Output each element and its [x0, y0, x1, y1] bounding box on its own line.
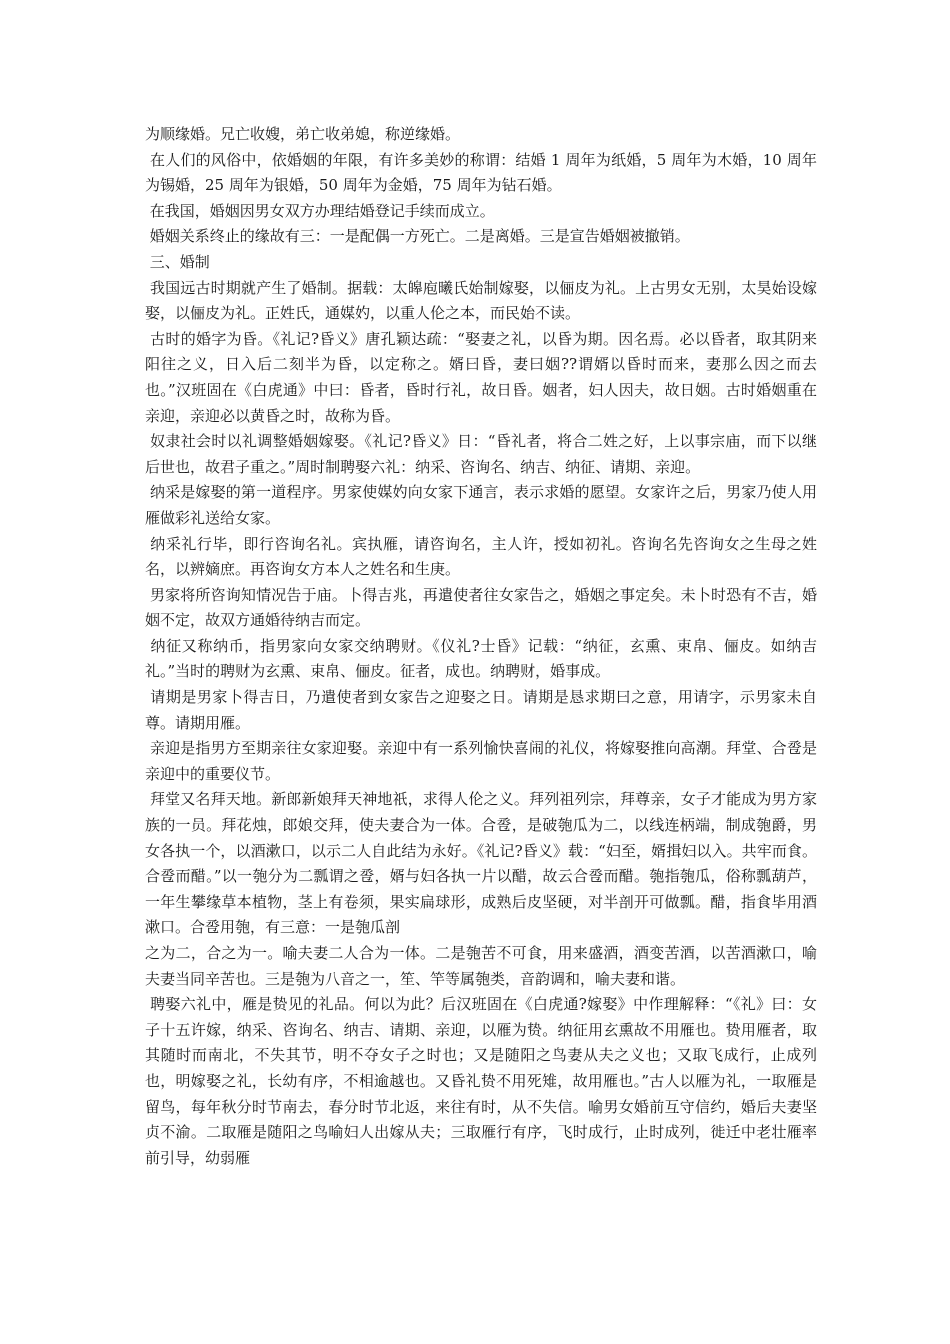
paragraph-16: 之为二，合之为一。喻夫妻二人合为一体。二是匏苦不可食，用来盛酒，酒变苦酒，以苦酒漱口，喻夫妻当同辛苦也。三是匏为八音之一，笙、竿等属匏类，音韵调和，喻夫妻和谐。 — [145, 944, 817, 988]
paragraph-7: 古时的婚字为昏。《礼记?昏义》唐孔颖达疏：“娶妻之礼，以昏为期。因名焉。必以昏者，取其阴来阳往之义，日入后二刻半为昏，以定称之。婿曰昏，妻曰姻??谓婿以昏时而来，妻那么因之而去也。”汉班固在《白虎通》中曰：昏者，昏时行礼，故日昏。姻者，妇人因夫，故日姻。古时婚姻重在亲迎，亲迎必以黄昏之时，故称为昏。 — [145, 329, 817, 425]
section-heading: 三、婚制 — [145, 252, 210, 271]
paragraph-3: 在我国，婚姻因男女双方办理结婚登记手续而成立。 — [145, 201, 495, 220]
paragraph-8: 奴隶社会时以礼调整婚姻嫁娶。《礼记?昏义》日：“昏礼者，将合二姓之好，上以事宗庙，而下以继后世也，故君子重之。”周时制聘娶六礼：纳采、咨询名、纳吉、纳征、请期、亲迎。 — [145, 432, 817, 476]
paragraph-11: 男家将所咨询知情况告于庙。卜得吉兆，再遣使者往女家告之，婚姻之事定矣。未卜时恐有不吉，婚姻不定，故双方通婚待纳吉而定。 — [145, 585, 817, 630]
paragraph-6: 我国远古时期就产生了婚制。据载：太皞庖曦氏始制嫁娶，以俪皮为礼。上古男女无别，太昊始设嫁娶，以俪皮为礼。正姓氏，通媒妁，以重人伦之本，而民始不读。 — [145, 278, 817, 323]
paragraph-13: 请期是男家卜得吉日，乃遣使者到女家告之迎娶之日。请期是恳求期曰之意，用请字，示男家未自尊。请期用雁。 — [145, 688, 817, 732]
paragraph-1: 为顺缘婚。兄亡收嫂，弟亡收弟媳，称逆缘婚。 — [145, 125, 461, 143]
paragraph-14: 亲迎是指男方至期亲往女家迎娶。亲迎中有一系列愉快喜闹的礼仪，将嫁娶推向高潮。拜堂、合卺是亲迎中的重要仪节。 — [145, 739, 817, 783]
paragraph-9: 纳采是嫁娶的第一道程序。男家使媒妁向女家下通言，表示求婚的愿望。女家许之后，男家乃使人用雁做彩礼送给女家。 — [145, 483, 817, 527]
paragraph-10: 纳采礼行毕，即行咨询名礼。宾执雁，请咨询名，主人许，授如初礼。咨询名先咨询女之生母之姓名，以辨嫡庶。再咨询女方本人之姓名和生庚。 — [145, 534, 817, 579]
document-body — [145, 122, 817, 1171]
paragraph-17: 聘娶六礼中，雁是贽见的礼品。何以为此？后汉班固在《白虎通?嫁娶》中作理解释：“《礼》曰：女子十五许嫁，纳采、咨询名、纳吉、请期、亲迎，以雁为贽。纳征用玄熏故不用雁也。贽用雁者，取其随时而南北，不失其节，明不夺女子之时也；又是随阳之鸟妻从夫之义也；又取飞成行，止成列也，明嫁娶之礼，长幼有序，不相逾越也。又昏礼贽不用死雉，故用雁也。”古人以雁为礼，一取雁是留鸟，每年秋分时节南去，春分时节北返，来往有时，从不失信。喻男女婚前互守信约，婚后夫妻坚贞不渝。二取雁是随阳之鸟喻妇人出嫁从夫；三取雁行有序，飞时成行，止时成列，徙迁中老壮雁率前引导，幼弱雁 — [145, 995, 817, 1167]
paragraph-15: 拜堂又名拜天地。新郎新娘拜天神地祇，求得人伦之义。拜列祖列宗，拜尊亲，女子才能成为男方家族的一员。拜花烛，郎娘交拜，使夫妻合为一体。合卺，是破匏瓜为二，以线连柄端，制成匏爵，男女各执一个，以酒漱口，以示二人自此结为永好。《礼记?昏义》载：“妇至，婿揖妇以入。共牢而食。合卺而醋。”以一匏分为二瓢谓之卺，婿与妇各执一片以醋，故云合卺而醋。匏指匏瓜，俗称瓢葫芦，一年生攀缘草本植物，茎上有卷须，果实扁球形，成熟后皮坚硬，对半剖开可做瓢。醋，指食毕用酒漱口。合卺用匏，有三意：一是匏瓜剖 — [145, 790, 817, 937]
paragraph-12: 纳征又称纳币，指男家向女家交纳聘财。《仪礼?士昏》记载：“纳征，玄熏、束帛、俪皮。如纳吉礼。”当时的聘财为玄熏、束帛、俪皮。征者，成也。纳聘财，婚事成。 — [145, 636, 817, 681]
paragraph-4: 婚姻关系终止的缘故有三：一是配偶一方死亡。二是离婚。三是宣告婚姻被撤销。 — [145, 227, 690, 246]
paragraph-2: 在人们的风俗中，依婚姻的年限，有许多美妙的称谓：结婚 1 周年为纸婚，5 周年为木婚，10 周年为锡婚，25 周年为银婚，50 周年为金婚，75 周年为钻石婚。 — [145, 150, 817, 195]
